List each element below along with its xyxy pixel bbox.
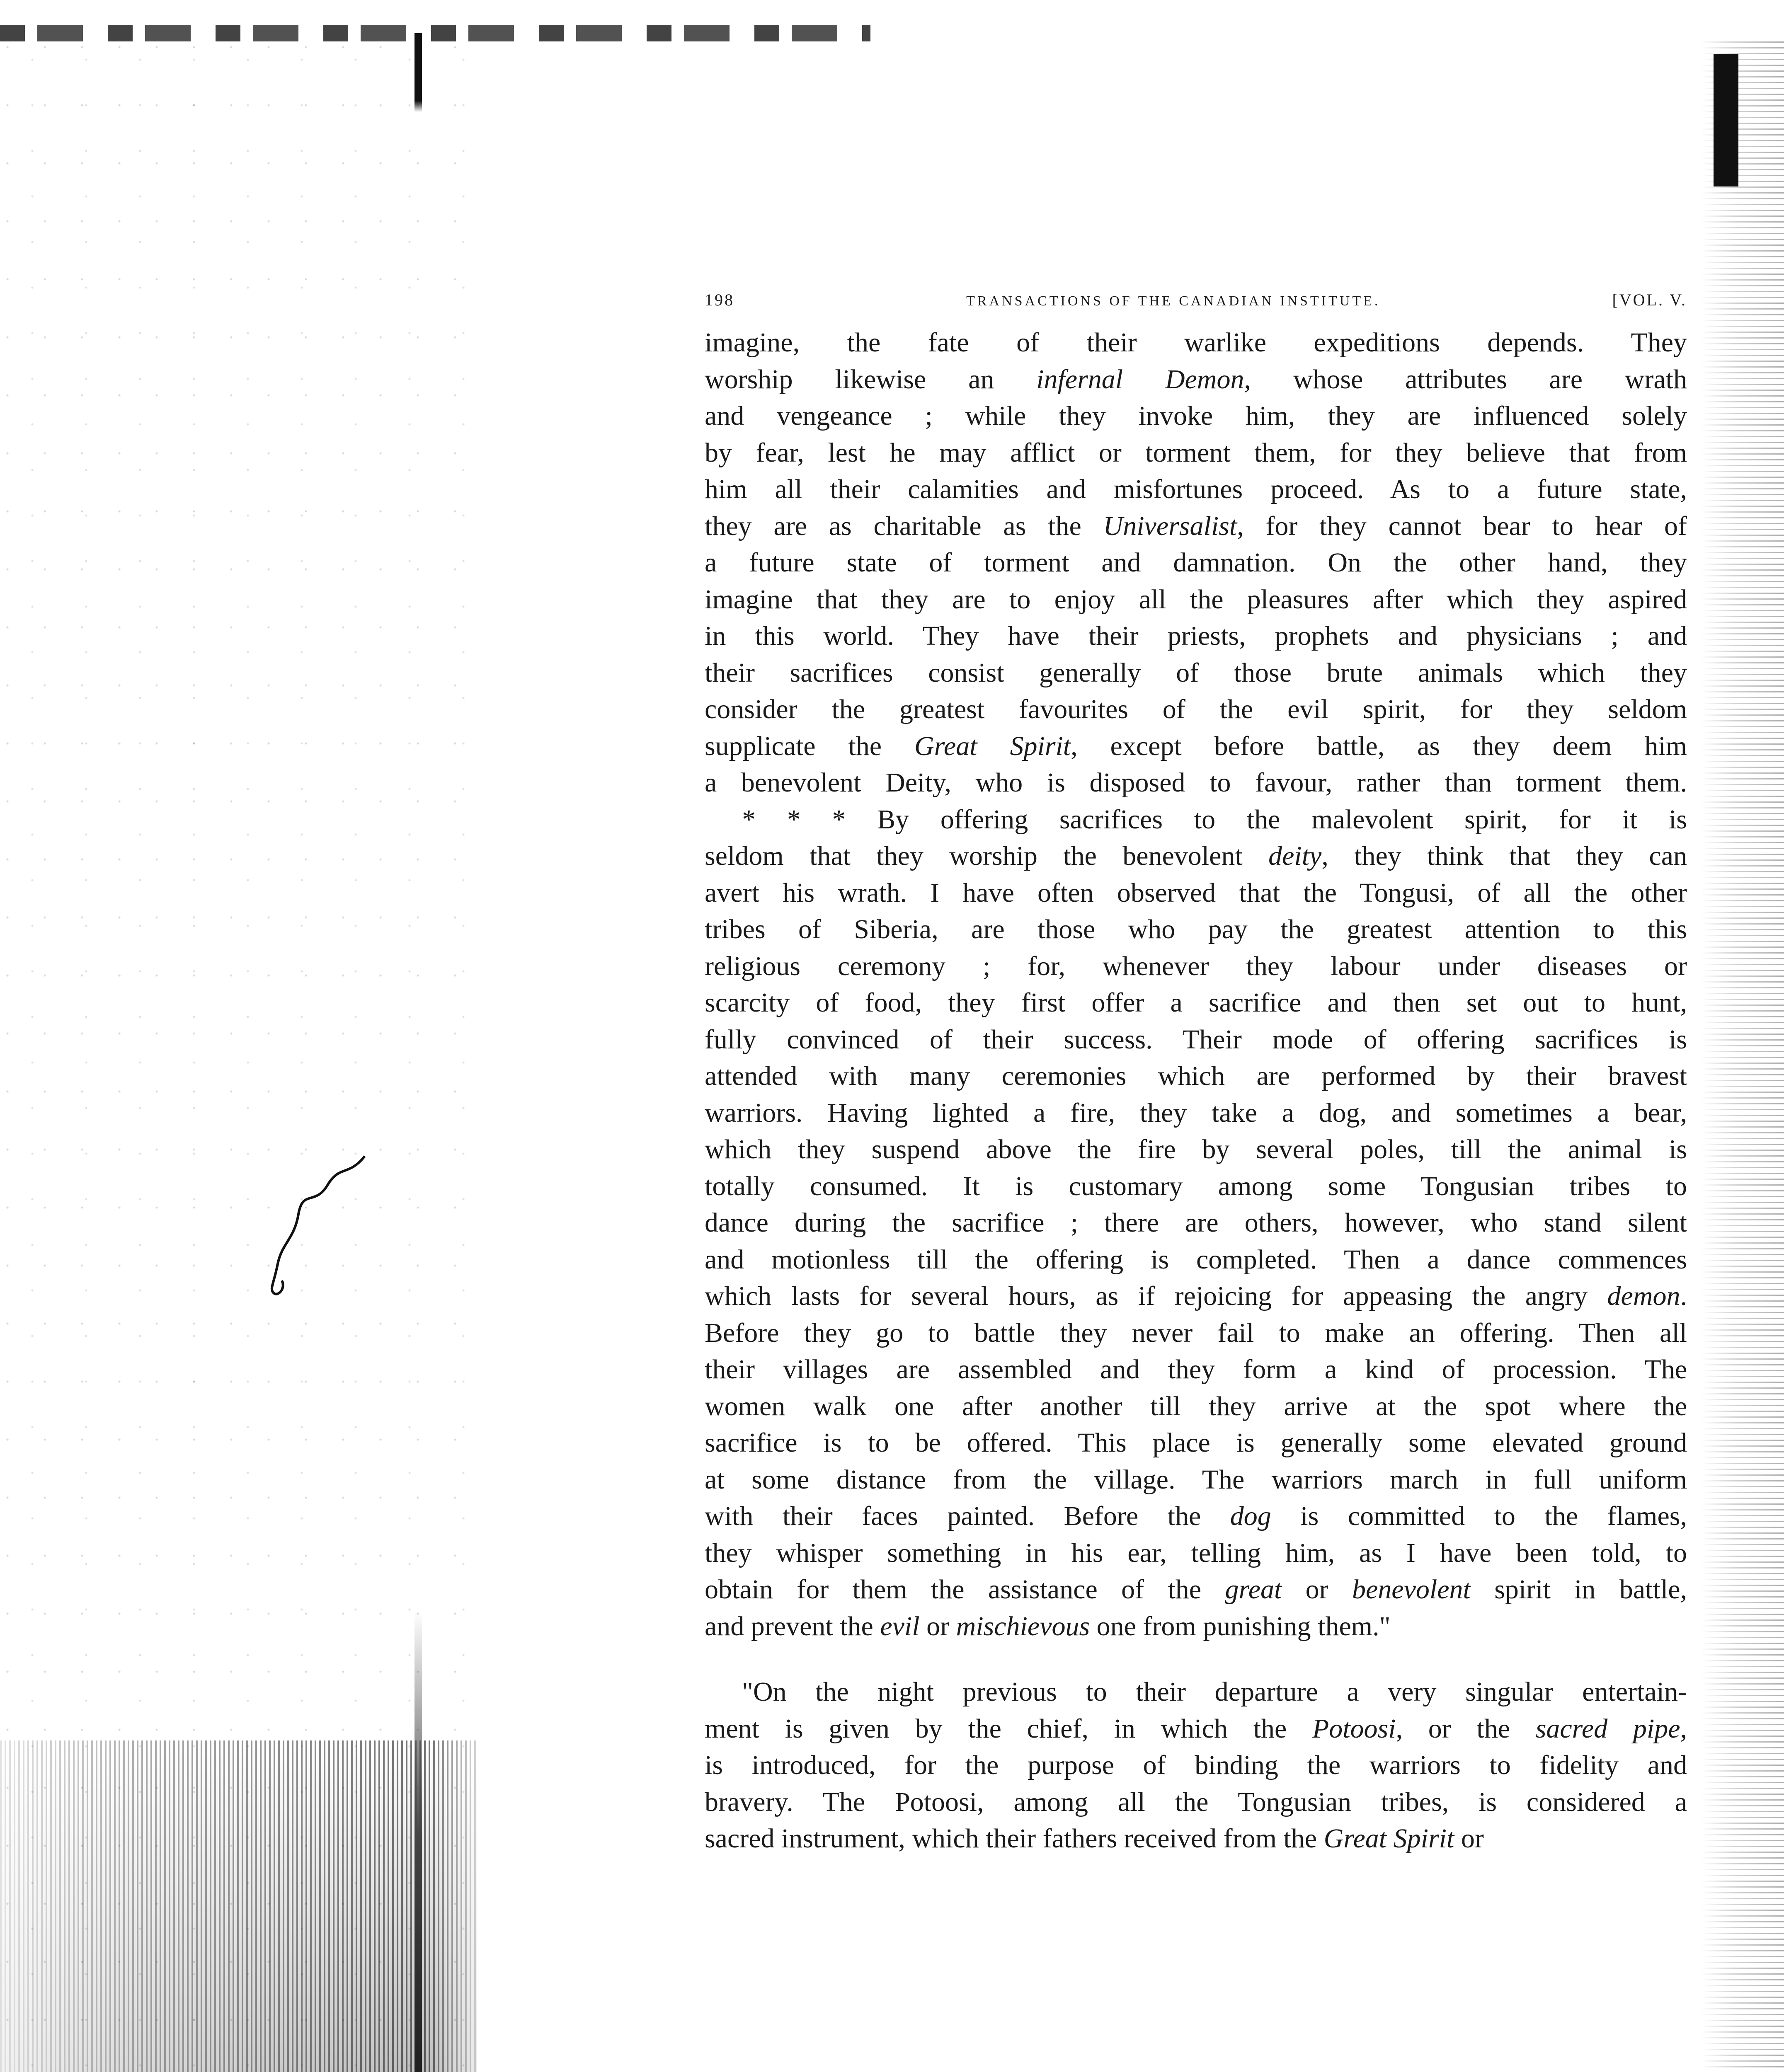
text-span: is committed to the flames,: [1271, 1501, 1687, 1531]
page-number: 198: [705, 290, 734, 309]
scan-noise-top: [0, 25, 870, 41]
italic-span: Great Spirit: [914, 731, 1071, 761]
text-line: [705, 948, 1687, 985]
running-head: [705, 290, 1687, 310]
text-span: tribes of Siberia, are those who pay the greatest attention to this: [705, 914, 1687, 944]
text-span: or: [919, 1611, 956, 1641]
text-line: [705, 1242, 1687, 1278]
text-span: dance during the sacrifice ; there are others, however, who stand silent: [705, 1208, 1687, 1238]
text-line: [705, 1462, 1687, 1498]
text-line: [705, 1711, 1687, 1748]
italic-span: dog: [1230, 1501, 1271, 1531]
text-span: consider the greatest favourites of the evil spirit, for they seldom: [705, 694, 1687, 724]
text-line: [705, 1674, 1687, 1711]
text-line: [705, 1498, 1687, 1535]
text-line: [705, 911, 1687, 948]
scan-noise-bottom-left: [0, 1740, 477, 2072]
text-line: [705, 765, 1687, 801]
volume-label: [VOL. V.: [1612, 290, 1687, 309]
text-span: they whisper something in his ear, telling him, as I have been told, to: [705, 1537, 1687, 1568]
text-span: ,: [1680, 1713, 1687, 1744]
text-span: , whose attributes are wrath: [1244, 364, 1687, 395]
text-line: [705, 1571, 1687, 1608]
text-line: [705, 581, 1687, 618]
journal-title: TRANSACTIONS OF THE CANADIAN INSTITUTE.: [966, 293, 1381, 309]
text-span: fully convinced of their success. Their mode of offering sacrifices is: [705, 1024, 1687, 1055]
italic-span: Great Spirit: [1323, 1823, 1454, 1854]
italic-span: evil: [880, 1611, 920, 1641]
text-span: supplicate the: [705, 731, 915, 761]
text-span: their villages are assembled and they form a kind of procession. The: [705, 1354, 1687, 1385]
text-span: spirit in battle,: [1470, 1574, 1687, 1605]
text-span: a future state of torment and damnation. On the other hand, they: [705, 547, 1687, 578]
page: [705, 290, 1687, 1857]
text-line: [705, 985, 1687, 1021]
text-span: they are as charitable as the: [705, 511, 1103, 541]
text-span: , or the: [1396, 1713, 1536, 1744]
text-line: [705, 508, 1687, 545]
text-span: religious ceremony ; for, whenever they labour under diseases or: [705, 951, 1687, 981]
text-span: "On the night previous to their departure a very singular entertain-: [742, 1677, 1687, 1707]
text-line: [705, 1168, 1687, 1205]
text-line: [705, 1425, 1687, 1462]
text-line: [705, 1278, 1687, 1315]
paragraph-gap: [705, 1645, 1687, 1674]
text-line: [705, 1021, 1687, 1058]
text-line: [705, 471, 1687, 508]
text-line: [705, 1131, 1687, 1168]
text-line: [705, 1095, 1687, 1132]
text-span: imagine, the fate of their warlike expeditions depends. They: [705, 327, 1687, 358]
text-span: obtain for them the assistance of the: [705, 1574, 1225, 1605]
text-span: Before they go to battle they never fail to make an offering. Then all: [705, 1317, 1687, 1348]
text-span: in this world. They have their priests, prophets and physicians ; and: [705, 621, 1687, 651]
text-span: sacrifice is to be offered. This place is generally some elevated ground: [705, 1428, 1687, 1458]
text-line: [705, 398, 1687, 435]
text-span: one from punishing them.": [1090, 1611, 1391, 1641]
text-span: imagine that they are to enjoy all the pleasures after which they aspired: [705, 584, 1687, 615]
text-line: [705, 1058, 1687, 1095]
text-span: or: [1282, 1574, 1352, 1605]
text-span: avert his wrath. I have often observed that the Tongusi, of all the other: [705, 877, 1687, 908]
italic-span: mischievous: [956, 1611, 1090, 1641]
text-line: [705, 618, 1687, 655]
text-span: with their faces painted. Before the: [705, 1501, 1230, 1531]
scan-edge-right: [1714, 54, 1738, 186]
text-span: at some distance from the village. The warriors march in full uniform: [705, 1464, 1687, 1495]
text-line: [705, 1747, 1687, 1784]
text-span: bravery. The Potoosi, among all the Tongusian tribes, is considered a: [705, 1786, 1687, 1817]
text-span: their sacrifices consist generally of those brute animals which they: [705, 657, 1687, 688]
text-line: [705, 361, 1687, 398]
text-line: [705, 1535, 1687, 1572]
text-line: [705, 655, 1687, 692]
text-span: ment is given by the chief, in which the: [705, 1713, 1312, 1744]
text-span: .: [1680, 1281, 1687, 1311]
text-span: by fear, lest he may afflict or torment them, for they believe that from: [705, 437, 1687, 468]
italic-span: benevolent: [1352, 1574, 1471, 1605]
text-line: [705, 801, 1687, 838]
text-line: [705, 1315, 1687, 1352]
text-line: [705, 1205, 1687, 1242]
text-span: totally consumed. It is customary among some Tongusian tribes to: [705, 1171, 1687, 1201]
text-span: and prevent the: [705, 1611, 880, 1641]
text-span: women walk one after another till they arrive at the spot where the: [705, 1391, 1687, 1421]
text-span: him all their calamities and misfortunes proceed. As to a future state,: [705, 474, 1687, 504]
text-line: [705, 1388, 1687, 1425]
scan-edge-left: [414, 33, 422, 2072]
text-line: [705, 545, 1687, 581]
text-span: scarcity of food, they first offer a sacrifice and then set out to hunt,: [705, 988, 1687, 1018]
italic-span: infernal Demon: [1036, 364, 1244, 395]
text-span: a benevolent Deity, who is disposed to favour, rather than torment them.: [705, 767, 1687, 798]
text-line: [705, 838, 1687, 875]
text-span: , except before battle, as they deem him: [1071, 731, 1687, 761]
text-line: [705, 875, 1687, 912]
text-line: [705, 435, 1687, 472]
text-span: warriors. Having lighted a fire, they take a dog, and sometimes a bear,: [705, 1097, 1687, 1128]
italic-span: Universalist: [1103, 511, 1237, 541]
text-span: seldom that they worship the benevolent: [705, 841, 1269, 871]
scan-noise-right: [1701, 41, 1784, 2072]
text-line: [705, 1784, 1687, 1821]
text-span: , they think that they can: [1321, 841, 1687, 871]
text-span: is introduced, for the purpose of binding the warriors to fidelity and: [705, 1750, 1687, 1780]
text-span: which lasts for several hours, as if rejoicing for appeasing the angry: [705, 1281, 1607, 1311]
body-text: [705, 324, 1687, 1857]
text-span: and motionless till the offering is completed. Then a dance commences: [705, 1244, 1687, 1275]
text-span: sacred instrument, which their fathers received from the: [705, 1823, 1324, 1854]
text-line: [705, 1351, 1687, 1388]
text-line: [705, 1608, 1687, 1645]
text-line: [705, 324, 1687, 361]
italic-span: deity: [1268, 841, 1322, 871]
italic-span: demon: [1607, 1281, 1680, 1311]
ink-squiggle: [265, 1152, 373, 1301]
text-span: and vengeance ; while they invoke him, they are influenced solely: [705, 401, 1687, 431]
italic-span: great: [1225, 1574, 1282, 1605]
text-span: * * * By offering sacrifices to the malevolent spirit, for it is: [742, 804, 1687, 835]
italic-span: sacred pipe: [1535, 1713, 1680, 1744]
text-line: [705, 691, 1687, 728]
text-line: [705, 1820, 1687, 1857]
text-span: worship likewise an: [705, 364, 1037, 395]
text-span: attended with many ceremonies which are performed by their bravest: [705, 1061, 1687, 1091]
text-span: , for they cannot bear to hear of: [1237, 511, 1687, 541]
italic-span: Potoosi: [1312, 1713, 1396, 1744]
text-span: or: [1454, 1823, 1484, 1854]
text-span: which they suspend above the fire by several poles, till the animal is: [705, 1134, 1687, 1164]
text-line: [705, 728, 1687, 765]
